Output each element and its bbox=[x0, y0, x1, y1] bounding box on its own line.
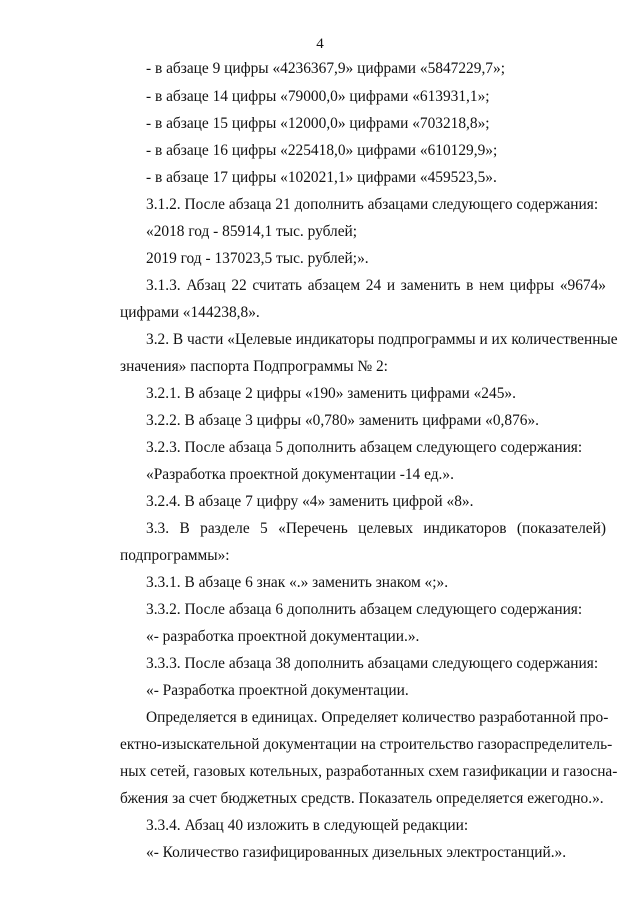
text-line: 3.1.2. После абзаца 21 дополнить абзацами следующего содержания: bbox=[146, 196, 599, 213]
text-line: - в абзаце 17 цифры «102021,1» цифрами «459523,5». bbox=[146, 169, 497, 186]
text-line: значения» паспорта Подпрограммы № 2: bbox=[120, 358, 388, 375]
text-line: 3.2.4. В абзаце 7 цифру «4» заменить цифрой «8». bbox=[146, 493, 474, 510]
text-line: 2019 год - 137023,5 тыс. рублей;». bbox=[146, 250, 369, 267]
text-line: - в абзаце 14 цифры «79000,0» цифрами «613931,1»; bbox=[146, 88, 490, 105]
text-line: «- разработка проектной документации.». bbox=[146, 628, 420, 645]
text-line: - в абзаце 15 цифры «12000,0» цифрами «703218,8»; bbox=[146, 115, 490, 132]
text-line: цифрами «144238,8». bbox=[120, 304, 260, 321]
text-line: ных сетей, газовых котельных, разработанных схем газификации и газосна- bbox=[120, 763, 618, 780]
text-line: «2018 год - 85914,1 тыс. рублей; bbox=[146, 223, 358, 240]
text-line: 3.1.3. Абзац 22 считать абзацем 24 и заменить в нем цифры «9674» bbox=[146, 277, 606, 294]
text-line: «Разработка проектной документации -14 ед.». bbox=[146, 466, 454, 483]
text-line: 3.2.1. В абзаце 2 цифры «190» заменить цифрами «245». bbox=[146, 385, 516, 402]
text-line: - в абзаце 16 цифры «225418,0» цифрами «610129,9»; bbox=[146, 142, 498, 159]
text-line: «- Количество газифицированных дизельных электростанций.». bbox=[146, 844, 567, 861]
text-line: подпрограммы»: bbox=[120, 547, 230, 564]
text-line: ектно-изыскательной документации на строительство газораспределитель- bbox=[120, 736, 613, 753]
text-line: 3.2.3. После абзаца 5 дополнить абзацем следующего содержания: bbox=[146, 439, 583, 456]
page-number: 4 bbox=[316, 36, 324, 52]
text-line: 3.3. В разделе 5 «Перечень целевых индикаторов (показателей) bbox=[146, 520, 606, 537]
text-line: 3.3.3. После абзаца 38 дополнить абзацами следующего содержания: bbox=[146, 655, 599, 672]
text-line: 3.3.2. После абзаца 6 дополнить абзацем следующего содержания: bbox=[146, 601, 583, 618]
text-line: 3.2.2. В абзаце 3 цифры «0,780» заменить цифрами «0,876». bbox=[146, 412, 540, 429]
text-line: «- Разработка проектной документации. bbox=[146, 682, 409, 699]
text-line: 3.3.1. В абзаце 6 знак «.» заменить знаком «;». bbox=[146, 574, 449, 591]
text-line: Определяется в единицах. Определяет количество разработанной про- bbox=[146, 709, 609, 726]
text-line: бжения за счет бюджетных средств. Показатель определяется ежегодно.». bbox=[120, 790, 604, 807]
text-line: - в абзаце 9 цифры «4236367,9» цифрами «5847229,7»; bbox=[146, 60, 505, 77]
text-line: 3.2. В части «Целевые индикаторы подпрограммы и их количественные bbox=[146, 331, 618, 348]
text-line: 3.3.4. Абзац 40 изложить в следующей редакции: bbox=[146, 817, 469, 834]
